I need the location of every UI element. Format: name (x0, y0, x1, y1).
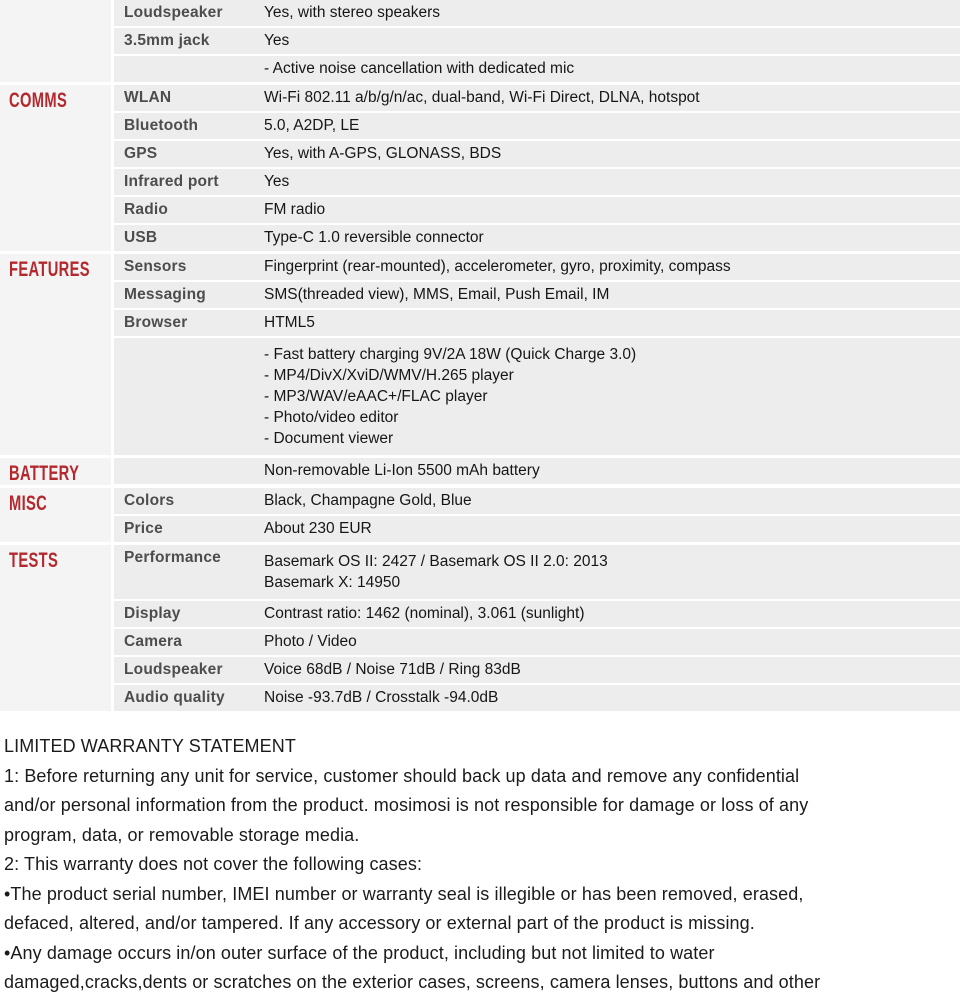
spec-row (114, 280, 960, 308)
spec-row (114, 54, 960, 82)
spec-attribute-label: Audio quality (124, 689, 225, 706)
spec-value (264, 545, 960, 599)
category-label: TESTS (9, 549, 59, 572)
spec-row (114, 111, 960, 139)
spec-attribute-label (114, 338, 264, 455)
section-rows (114, 85, 960, 251)
spec-value: Noise -93.7dB / Crosstalk -94.0dB (264, 689, 499, 706)
spec-row (114, 458, 960, 484)
spec-value: Photo / Video (264, 633, 357, 650)
spec-row (114, 308, 960, 336)
spec-value-line: - MP3/WAV/eAAC+/FLAC player (264, 388, 488, 405)
category-label: COMMS (9, 89, 68, 112)
warranty-line: defaced, altered, and/or tampered. If any accessory or external part of the product is missing. (4, 913, 755, 933)
category-cell (0, 85, 114, 251)
category-label: BATTERY (9, 462, 80, 485)
spec-attribute-label: Messaging (124, 286, 206, 303)
spec-attribute-label: Infrared port (124, 173, 219, 190)
spec-attribute-label: Loudspeaker (124, 4, 223, 21)
spec-attribute-label: Colors (124, 492, 175, 509)
spec-value: Yes, with stereo speakers (264, 4, 441, 21)
warranty-line: 1: Before returning any unit for service, customer should back up data and remove any confidential (4, 765, 800, 786)
spec-value: Black, Champagne Gold, Blue (264, 492, 472, 509)
category-label: MISC (9, 492, 48, 515)
category-cell (0, 545, 114, 711)
spec-value: Voice 68dB / Noise 71dB / Ring 83dB (264, 661, 521, 678)
warranty-line: •The product serial number, IMEI number or warranty seal is illegible or has been removed, erased, (4, 883, 804, 904)
warranty-line: damaged,cracks,dents or scratches on the exterior cases, screens, camera lenses, buttons and other (4, 972, 821, 992)
spec-attribute-label: Camera (124, 633, 183, 650)
spec-row (114, 254, 960, 280)
spec-row (114, 167, 960, 195)
spec-attribute-label (114, 458, 264, 484)
spec-row (114, 545, 960, 599)
section-rows (114, 254, 960, 455)
warranty-line: program, data, or removable storage media. (4, 824, 360, 845)
spec-row (114, 599, 960, 627)
section-rows (114, 458, 960, 485)
spec-attribute-label: 3.5mm jack (124, 32, 210, 49)
spec-attribute-label: Radio (124, 201, 169, 218)
spec-value-line: - MP4/DivX/XviD/WMV/H.265 player (264, 367, 514, 384)
spec-row (114, 336, 960, 455)
spec-row (114, 627, 960, 655)
spec-value: Non-removable Li-Ion 5500 mAh battery (264, 462, 540, 479)
category-cell (0, 488, 114, 542)
spec-value: SMS(threaded view), MMS, Email, Push Email, IM (264, 286, 610, 303)
spec-attribute-label (114, 56, 264, 82)
spec-row (114, 223, 960, 251)
spec-value: 5.0, A2DP, LE (264, 117, 360, 134)
spec-section (0, 0, 960, 82)
spec-attribute-label: USB (124, 229, 158, 246)
spec-attribute-label: Display (124, 605, 181, 622)
spec-row (114, 139, 960, 167)
spec-attribute-label: Sensors (124, 258, 187, 275)
spec-row (114, 683, 960, 711)
section-rows (114, 545, 960, 711)
spec-value: Yes (264, 32, 290, 49)
spec-value-line: Basemark X: 14950 (264, 574, 401, 591)
spec-row (114, 514, 960, 542)
spec-value: Wi-Fi 802.11 a/b/g/n/ac, dual-band, Wi-Fi Direct, DLNA, hotspot (264, 89, 700, 106)
spec-value: HTML5 (264, 314, 315, 331)
spec-section (0, 82, 960, 251)
category-cell (0, 0, 114, 82)
category-label: FEATURES (9, 258, 90, 281)
spec-value: Yes, with A-GPS, GLONASS, BDS (264, 145, 502, 162)
spec-value: Fingerprint (rear-mounted), accelerometer, gyro, proximity, compass (264, 258, 731, 275)
warranty-section (0, 732, 960, 998)
spec-value-line: Basemark OS II: 2427 / Basemark OS II 2.0: 2013 (264, 553, 608, 570)
spec-value: - Active noise cancellation with dedicated mic (264, 60, 575, 77)
warranty-line: 2: This warranty does not cover the following cases: (4, 854, 423, 874)
spec-row (114, 655, 960, 683)
spec-value: Contrast ratio: 1462 (nominal), 3.061 (sunlight) (264, 605, 585, 622)
spec-row (114, 0, 960, 26)
spec-attribute-label: Performance (124, 549, 221, 566)
spec-attribute-label: Loudspeaker (124, 661, 223, 678)
spec-row (114, 26, 960, 54)
spec-attribute-label: Price (124, 520, 163, 537)
spec-value: FM radio (264, 201, 326, 218)
spec-value: Type-C 1.0 reversible connector (264, 229, 484, 246)
spec-section (0, 251, 960, 455)
spec-row (114, 85, 960, 111)
spec-value-line: - Photo/video editor (264, 409, 399, 426)
section-rows (114, 0, 960, 82)
spec-row (114, 195, 960, 223)
warranty-title: LIMITED WARRANTY STATEMENT (4, 736, 296, 756)
spec-value-line: - Document viewer (264, 430, 394, 447)
warranty-line: and/or personal information from the product. mosimosi is not responsible for damage or loss of any (4, 795, 809, 815)
spec-attribute-label: GPS (124, 145, 158, 162)
spec-section (0, 485, 960, 542)
warranty-line: •Any damage occurs in/on outer surface of the product, including but not limited to water (4, 942, 715, 963)
spec-section (0, 542, 960, 711)
category-cell (0, 254, 114, 455)
category-cell (0, 458, 114, 485)
spec-attribute-label: Browser (124, 314, 188, 331)
section-rows (114, 488, 960, 542)
spec-value-line: - Fast battery charging 9V/2A 18W (Quick Charge 3.0) (264, 346, 637, 363)
spec-attribute-label: WLAN (124, 89, 172, 106)
spec-attribute-label: Bluetooth (124, 117, 199, 134)
spec-row (114, 488, 960, 514)
spec-section (0, 455, 960, 485)
spec-value (264, 338, 960, 455)
spec-value: Yes (264, 173, 290, 190)
spec-value: About 230 EUR (264, 520, 372, 537)
